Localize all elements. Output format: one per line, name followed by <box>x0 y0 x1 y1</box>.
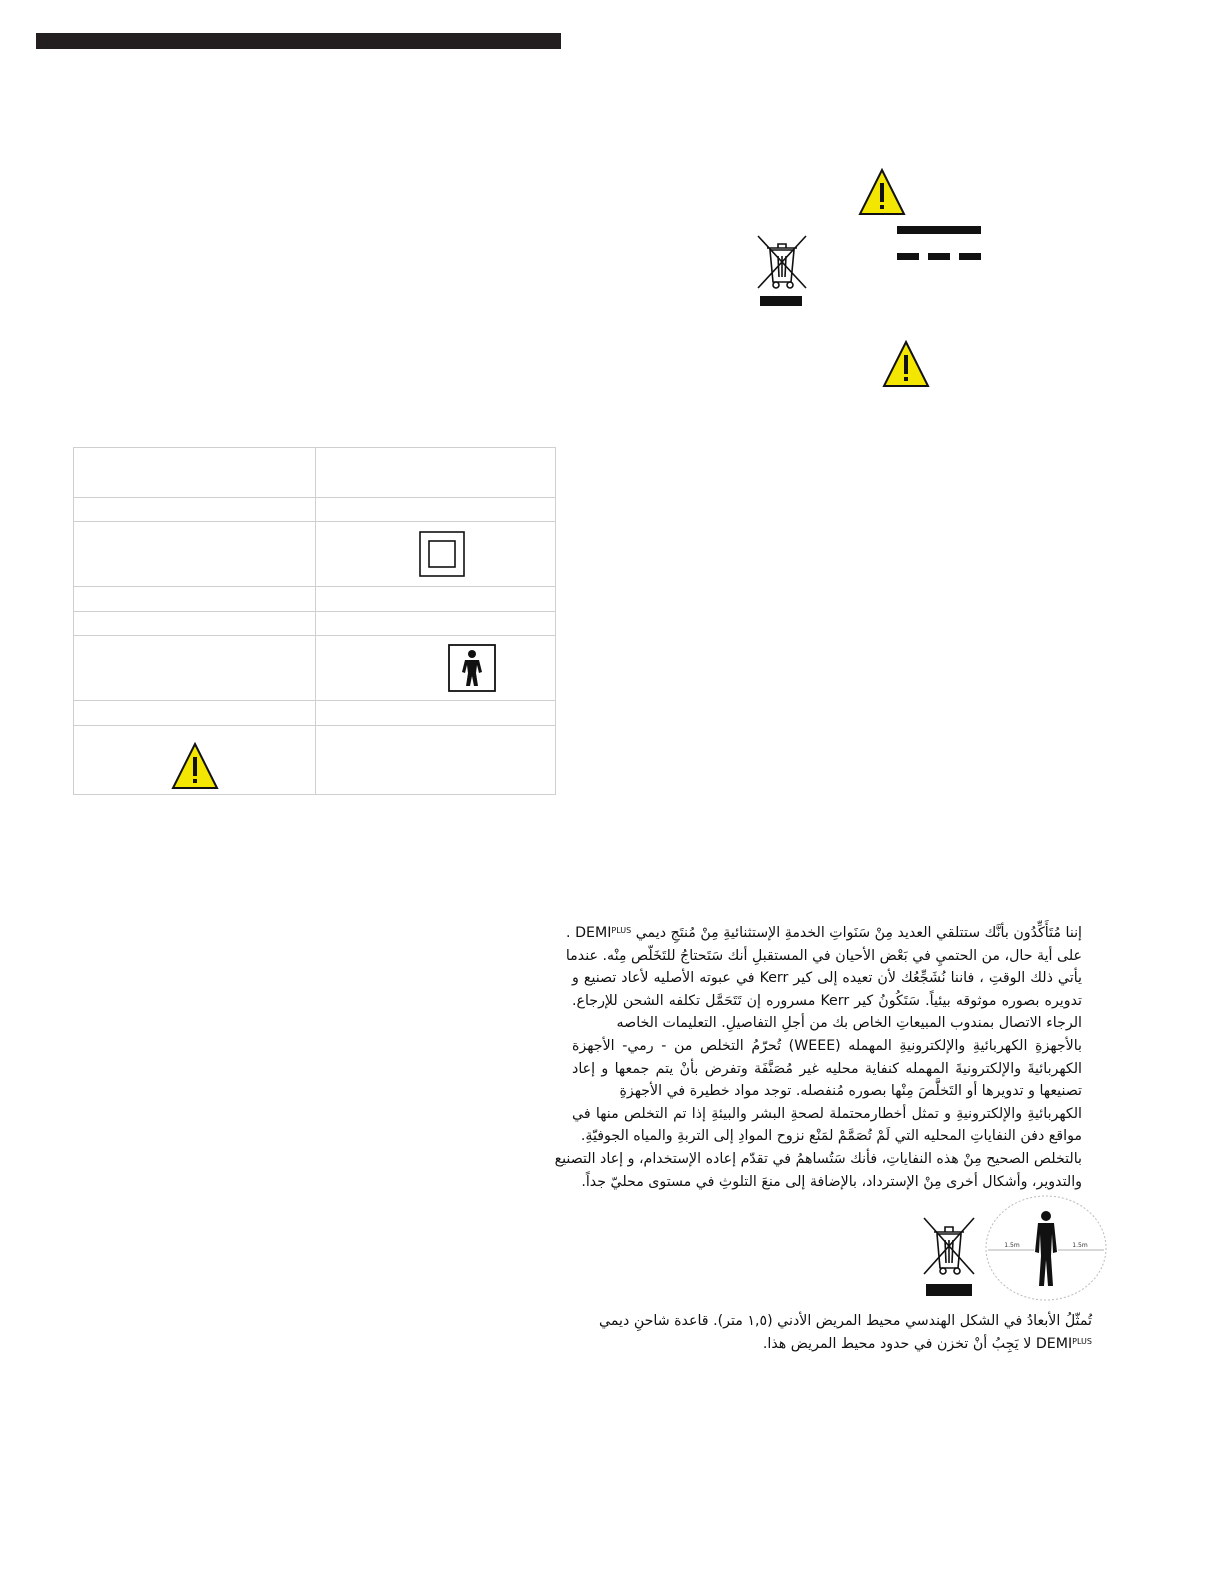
paragraph-line: بالأجهزةِ الكهربائيةِ والإلكترونيةِ المهمله (WEEE) تُحرّمُ التخلص من - رمي- الأجهزة <box>572 1037 1082 1054</box>
table-cell <box>74 587 316 611</box>
paragraph-line: بالتخلص الصحيح مِنْ هذه النفاياتِ، فأنك سَتُساهمُ في تقدّم إعاده الإستخدام، و إعاد التصنيع <box>554 1150 1082 1167</box>
paragraph-line: الكهربائيةِ والإلكترونيةِ و تمثل أخطارمحتملة لصحةِ البشر والبيئةِ إذا تم التخلص منها في <box>572 1105 1082 1122</box>
table-cell <box>316 587 555 611</box>
paragraph-line: تُمثّلُ الأبعادُ في الشكل الهندسي محيط المريض الأدني (١,٥ متر). قاعدة شاحنِ ديمي <box>599 1313 1092 1329</box>
table-cell <box>74 612 316 635</box>
direct-current-icon <box>897 225 981 263</box>
dimension-label: 1.5m <box>1004 1242 1020 1249</box>
table-cell <box>316 498 555 521</box>
table-row <box>74 448 555 497</box>
table-cell <box>74 522 316 586</box>
table-cell <box>316 522 555 586</box>
paragraph-line: تصنيعها و تدويرها أو التَخلَّصَ مِنْها بصوره مُنفصله. توجد مواد خطيرة في الأجهزةِ <box>619 1083 1082 1100</box>
table-cell <box>316 448 555 497</box>
table-cell <box>74 448 316 497</box>
paragraph-line: تدويره بصوره موثوقه بيئياً. سَتَكُونُ كير Kerr مسروره إن تَتَحَمَّل تكلفه الشحن للإرجاع. <box>572 992 1083 1009</box>
paragraph-line: الرجاء الاتصال بمندوب المبيعاتِ الخاص بك من أجلِ التفاصيلِ. التعليمات الخاصه <box>616 1015 1082 1032</box>
specification-table <box>73 447 556 795</box>
paragraph-line: الكهربائيةَ والإلكترونيةَ المهمله كنفاية محليه غير مُصَنَّفَة وتفرض بأنْ يتم جمعها و إعاد <box>572 1060 1082 1077</box>
patient-environment-icon <box>984 1194 1108 1302</box>
type-b-applied-part-icon <box>448 644 496 692</box>
paragraph-line: والتدوير، وأشكال أخرى مِنْ الإسترداد، بالإضافة إلى منعَ التلوثِ في مستوى محليّ جداً. <box>581 1173 1082 1190</box>
table-cell <box>316 726 555 795</box>
class-ii-double-insulation-icon <box>419 531 465 577</box>
disposal-instructions-arabic <box>554 922 1083 1193</box>
paragraph-line: يأتي ذلك الوقتِ ، فاننا نُشَجِّعُك لأن تعيده إلى كير Kerr في عبوته الأصليه لأعاد تصنيع و <box>572 970 1082 987</box>
table-cell <box>316 636 555 700</box>
table-row <box>74 611 555 635</box>
table-row <box>74 497 555 521</box>
crossed-out-bin-icon <box>754 232 810 310</box>
table-row <box>74 725 555 795</box>
crossed-out-bin-icon <box>920 1214 978 1298</box>
table-cell <box>74 701 316 725</box>
paragraph-line: إننا مُتَأَكِّدُون بأنَّك ستتلقي العديد مِنْ سَنَواتِ الخدمةِ الإستثنائيةِ مِنْ مُنتَجِ ديمي . $DEMI^{PLUS}$ <box>566 925 1082 941</box>
warning-triangle-icon <box>882 340 930 388</box>
header-bar <box>36 33 561 49</box>
paragraph-line: مواقع دفن النفاياتِ المحليه التي لَمْ تُصَمَّمْ لمَنْع نزوح الموادِ إلى التربةِ والمياه الجوفيّةِ. <box>580 1128 1082 1145</box>
table-cell <box>74 726 316 795</box>
table-cell <box>74 498 316 521</box>
patient-environment-note-arabic <box>600 1310 1092 1355</box>
table-cell <box>316 701 555 725</box>
table-row <box>74 635 555 700</box>
table-cell <box>74 636 316 700</box>
paragraph-line: على أية حال، من الحتميِ في بَعْض الأحيان في المستقبلِ أنك سَتَحتاجُ للتَخَلّص مِنْه. عندما <box>565 947 1082 964</box>
table-row <box>74 700 555 725</box>
warning-triangle-icon <box>171 742 219 790</box>
table-row <box>74 586 555 611</box>
table-cell <box>316 612 555 635</box>
paragraph-line: $DEMI^{PLUS}$ لا يَجِبُ أنْ تخزن في حدود محيط المريض هذا. <box>762 1335 1092 1352</box>
dimension-label: 1.5m <box>1072 1242 1088 1249</box>
table-row <box>74 521 555 586</box>
warning-triangle-icon <box>858 168 906 216</box>
